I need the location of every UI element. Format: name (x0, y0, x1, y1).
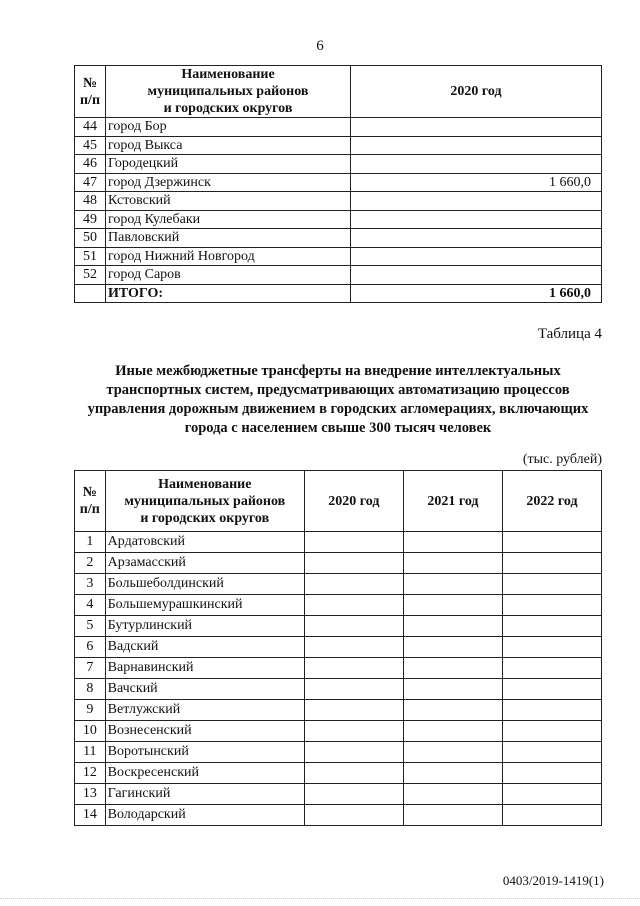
row-name: Вадский (105, 637, 304, 658)
row-value-2020 (351, 210, 602, 229)
row-value-2020 (351, 247, 602, 266)
row-value-2020 (304, 784, 403, 805)
table-row (75, 229, 602, 248)
table-row (75, 553, 602, 574)
row-value-2022 (502, 595, 601, 616)
row-name: Большемурашкинский (105, 595, 304, 616)
table-row (75, 700, 602, 721)
row-name: Бутурлинский (105, 616, 304, 637)
row-value-2022 (502, 763, 601, 784)
row-name: Большеболдинский (105, 574, 304, 595)
row-number: 52 (75, 266, 106, 285)
header-year-2020: 2020 год (351, 66, 602, 118)
row-name: город Дзержинск (106, 173, 351, 192)
table-row (75, 118, 602, 137)
row-number: 10 (75, 721, 106, 742)
row-name: Воротынский (105, 742, 304, 763)
table-row (75, 679, 602, 700)
table-row (75, 805, 602, 826)
table-row (75, 595, 602, 616)
table-caption: Таблица 4 (537, 326, 602, 342)
row-value-2020 (304, 595, 403, 616)
table-row (75, 210, 602, 229)
row-number: 47 (75, 173, 106, 192)
table-row (75, 616, 602, 637)
row-value-2022 (502, 679, 601, 700)
row-number: 2 (75, 553, 106, 574)
row-number: 13 (75, 784, 106, 805)
row-value-2020 (304, 532, 403, 553)
row-number: 49 (75, 210, 106, 229)
row-value-2022 (502, 700, 601, 721)
table-row (75, 247, 602, 266)
table-3-body (75, 118, 602, 303)
table-row (75, 574, 602, 595)
units-label: (тыс. рублей) (522, 452, 602, 467)
row-value-2020 (351, 229, 602, 248)
row-name: Гагинский (105, 784, 304, 805)
row-value-2021 (403, 637, 502, 658)
row-number: 4 (75, 595, 106, 616)
table-row (75, 136, 602, 155)
row-number: 51 (75, 247, 106, 266)
header-name: Наименование муниципальных районов и городских округов (105, 471, 304, 532)
row-name: Ардатовский (105, 532, 304, 553)
table-row (75, 532, 602, 553)
table-row (75, 784, 602, 805)
table-header-row (75, 471, 602, 532)
row-name: город Нижний Новгород (106, 247, 351, 266)
row-value-2021 (403, 763, 502, 784)
row-number: 46 (75, 155, 106, 174)
row-name: город Бор (106, 118, 351, 137)
row-value-2021 (403, 784, 502, 805)
row-number: 1 (75, 532, 106, 553)
table-row (75, 173, 602, 192)
row-number: 8 (75, 679, 106, 700)
row-number: 45 (75, 136, 106, 155)
row-value-2020 (304, 721, 403, 742)
row-value-2021 (403, 574, 502, 595)
row-value-2020 (304, 574, 403, 595)
row-number: 6 (75, 637, 106, 658)
total-value: 1 660,0 (351, 284, 602, 303)
row-value-2020 (304, 637, 403, 658)
row-number: 7 (75, 658, 106, 679)
row-value-2020 (304, 679, 403, 700)
table-title: Иные межбюджетные трансферты на внедрение интеллектуальных транспортных систем, предусматривающих автоматизацию процессов управления дорожным движением в городских агломерациях, включающих города с населением свыше 300 тысяч человек (87, 363, 589, 436)
document-code: 0403/2019-1419(1) (502, 873, 604, 888)
row-value-2022 (502, 553, 601, 574)
row-value-2020 (304, 742, 403, 763)
row-value-2022 (502, 637, 601, 658)
row-value-2020 (351, 192, 602, 211)
total-num (75, 284, 106, 303)
row-value-2020 (351, 136, 602, 155)
table-row (75, 192, 602, 211)
row-name: Ветлужский (105, 700, 304, 721)
row-value-2020: 1 660,0 (351, 173, 602, 192)
row-value-2020 (304, 805, 403, 826)
row-name: Павловский (106, 229, 351, 248)
row-name: Володарский (105, 805, 304, 826)
row-value-2021 (403, 532, 502, 553)
table-row (75, 742, 602, 763)
row-value-2022 (502, 784, 601, 805)
row-value-2022 (502, 658, 601, 679)
row-value-2020 (351, 155, 602, 174)
header-year-2020: 2020 год (304, 471, 403, 532)
table-4 (74, 470, 602, 826)
row-number: 44 (75, 118, 106, 137)
row-name: Воскресенский (105, 763, 304, 784)
row-value-2021 (403, 616, 502, 637)
row-value-2021 (403, 721, 502, 742)
table-3 (74, 65, 602, 303)
row-value-2021 (403, 658, 502, 679)
row-value-2020 (351, 118, 602, 137)
row-number: 3 (75, 574, 106, 595)
row-value-2021 (403, 700, 502, 721)
header-name: Наименование муниципальных районов и городских округов (106, 66, 351, 118)
table-row (75, 763, 602, 784)
row-name: город Саров (106, 266, 351, 285)
row-value-2021 (403, 553, 502, 574)
row-value-2022 (502, 532, 601, 553)
header-year-2021: 2021 год (403, 471, 502, 532)
row-value-2022 (502, 742, 601, 763)
header-num: № п/п (75, 66, 106, 118)
row-number: 9 (75, 700, 106, 721)
row-number: 5 (75, 616, 106, 637)
row-value-2020 (351, 266, 602, 285)
row-value-2022 (502, 616, 601, 637)
row-value-2022 (502, 805, 601, 826)
table-row (75, 721, 602, 742)
row-value-2020 (304, 658, 403, 679)
row-name: Городецкий (106, 155, 351, 174)
row-value-2021 (403, 805, 502, 826)
row-value-2020 (304, 700, 403, 721)
total-label: ИТОГО: (106, 284, 351, 303)
header-num: № п/п (75, 471, 106, 532)
total-row (75, 284, 602, 303)
row-number: 14 (75, 805, 106, 826)
row-value-2020 (304, 616, 403, 637)
table-row (75, 637, 602, 658)
row-number: 11 (75, 742, 106, 763)
row-number: 48 (75, 192, 106, 211)
row-value-2021 (403, 742, 502, 763)
header-year-2022: 2022 год (502, 471, 601, 532)
row-name: город Выкса (106, 136, 351, 155)
table-header-row (75, 66, 602, 118)
table-row (75, 266, 602, 285)
row-value-2020 (304, 553, 403, 574)
row-name: Кстовский (106, 192, 351, 211)
row-number: 12 (75, 763, 106, 784)
page-number: 6 (316, 38, 324, 54)
row-name: Вачский (105, 679, 304, 700)
row-value-2021 (403, 595, 502, 616)
row-name: город Кулебаки (106, 210, 351, 229)
table-row (75, 658, 602, 679)
row-number: 50 (75, 229, 106, 248)
row-value-2021 (403, 679, 502, 700)
table-row (75, 155, 602, 174)
row-name: Арзамасский (105, 553, 304, 574)
row-name: Вознесенский (105, 721, 304, 742)
row-value-2020 (304, 763, 403, 784)
row-value-2022 (502, 574, 601, 595)
table-4-body (75, 532, 602, 826)
row-value-2022 (502, 721, 601, 742)
row-name: Варнавинский (105, 658, 304, 679)
